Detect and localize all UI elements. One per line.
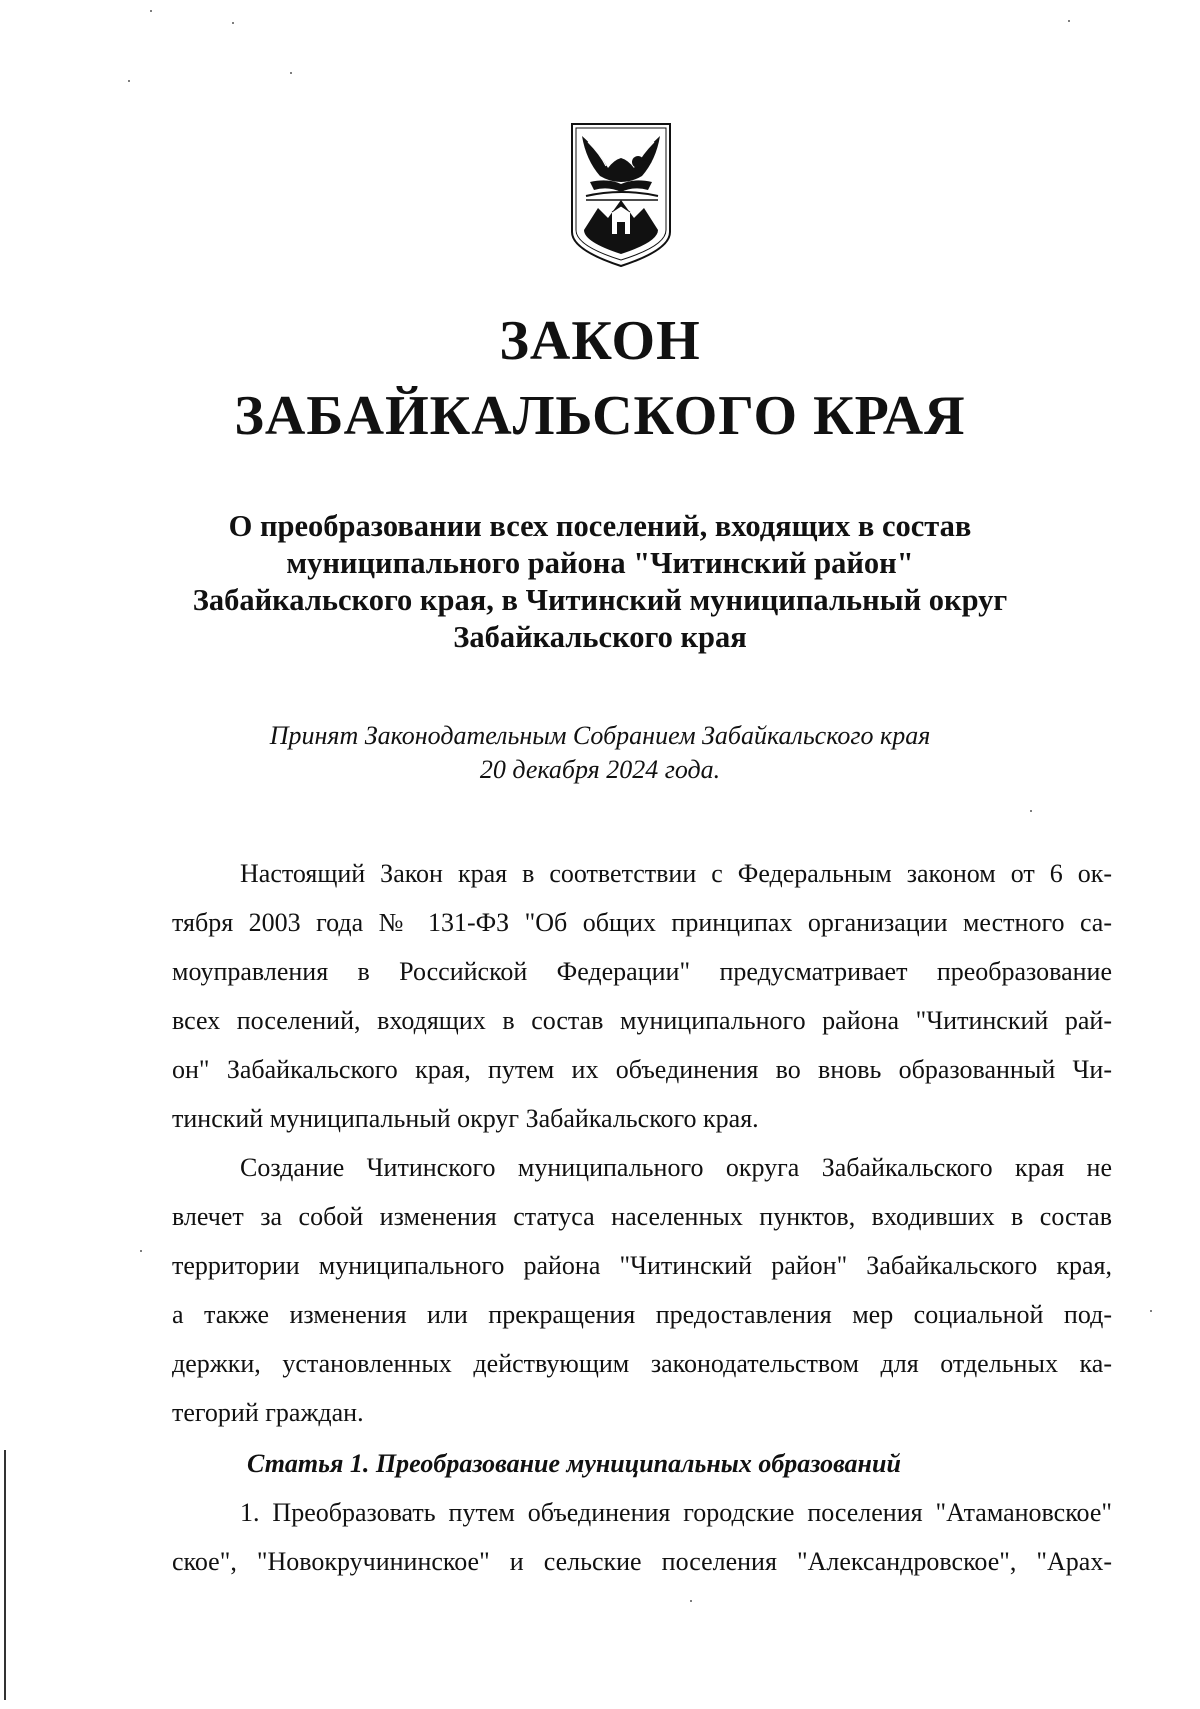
scan-speck: [290, 72, 292, 74]
text-line: он" Забайкальского края, путем их объединения во вновь образованный Чи-: [172, 1055, 1112, 1084]
text-line: ское", "Новокручининское" и сельские поселения "Александровское", "Арах-: [172, 1547, 1112, 1576]
scan-speck: [1150, 1310, 1152, 1312]
scan-speck: [1068, 20, 1070, 22]
text-line: держки, установленных действующим законодательством для отдельных ка-: [172, 1349, 1112, 1378]
text-line: 1. Преобразовать путем объединения городские поселения "Атамановское": [240, 1498, 1112, 1527]
text-line: всех поселений, входящих в состав муниципального района "Читинский рай-: [172, 1006, 1112, 1035]
text-line: Настоящий Закон края в соответствии с Федеральным законом от 6 ок-: [240, 859, 1112, 888]
scan-speck: [232, 22, 234, 24]
text-line: моуправления в Российской Федерации" предусматривает преобразование: [172, 957, 1112, 986]
subtitle-line: О преобразовании всех поселений, входящих в состав: [228, 509, 972, 543]
text-line: тегорий граждан.: [172, 1398, 364, 1427]
text-line: территории муниципального района "Читинский район" Забайкальского края,: [172, 1251, 1112, 1280]
scan-speck: [150, 10, 152, 12]
coat-of-arms-icon: [568, 120, 674, 268]
preamble-paragraph-1: [172, 849, 1112, 1143]
text-line: тября 2003 года № 131-ФЗ "Об общих принципах организации местного са-: [172, 908, 1112, 937]
text-line: а также изменения или прекращения предоставления мер социальной под-: [172, 1300, 1112, 1329]
scan-speck: [140, 1250, 142, 1252]
adoption-line: Принят Законодательным Собранием Забайкальского края: [269, 721, 931, 750]
subtitle-line: муниципального района "Читинский район": [286, 546, 914, 580]
text-line: тинский муниципальный округ Забайкальского края.: [172, 1104, 759, 1133]
text-line: влечет за собой изменения статуса населенных пунктов, входивших в состав: [172, 1202, 1112, 1231]
scan-speck: [1030, 810, 1032, 812]
text-line: Создание Читинского муниципального округа Забайкальского края не: [240, 1153, 1112, 1182]
article-1-title: Статья 1. Преобразование муниципальных образований: [247, 1449, 901, 1478]
article-1: [172, 1439, 1112, 1586]
subtitle-line: Забайкальского края: [453, 620, 747, 654]
adoption-line: 20 декабря 2024 года.: [479, 755, 721, 784]
law-heading-line1: ЗАКОН: [499, 310, 701, 372]
adoption-note: [150, 719, 1050, 787]
law-subtitle: [150, 508, 1050, 656]
scan-edge-line: [4, 1450, 6, 1700]
law-heading-line2: ЗАБАЙКАЛЬСКОГО КРАЯ: [234, 385, 966, 447]
subtitle-line: Забайкальского края, в Читинский муниципальный округ: [192, 583, 1008, 617]
scan-speck: [690, 1600, 692, 1602]
scan-speck: [128, 80, 130, 82]
preamble-paragraph-2: [172, 1143, 1112, 1437]
